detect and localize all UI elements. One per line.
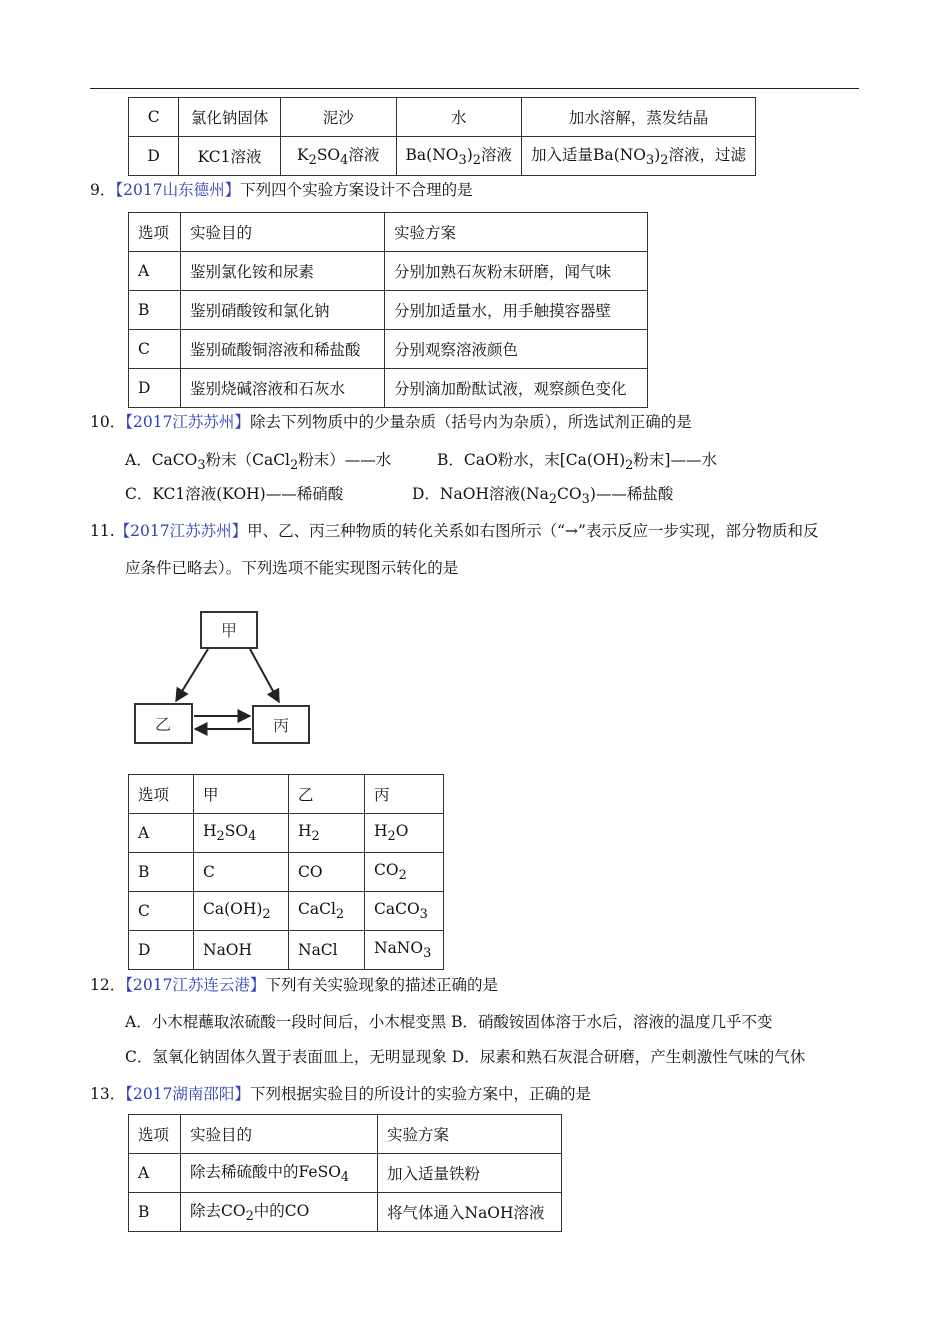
subscript-text: 4	[340, 1170, 350, 1186]
text-fragment: 溶液，过滤	[668, 146, 746, 165]
text-fragment: C	[203, 863, 215, 881]
table-cell: C	[129, 98, 179, 137]
question-12-options-line2	[125, 1045, 805, 1067]
subscript-text: 2	[472, 153, 481, 169]
arrow-jia-to-bing	[250, 649, 279, 702]
table-row	[129, 330, 648, 369]
subscript-text: 3	[645, 153, 655, 169]
table-cell: 实验目的	[181, 213, 385, 252]
option-d	[412, 482, 673, 507]
table-cell: A	[129, 252, 181, 291]
table-cell	[181, 1193, 378, 1232]
subscript-text: 2	[548, 492, 558, 508]
table-cell: 丙	[365, 775, 444, 814]
text-fragment: D．NaOH溶液(Na	[412, 485, 549, 503]
question-source: 【2017江苏苏州】	[114, 522, 248, 540]
label-jia: 甲	[220, 621, 238, 640]
table-cell: 实验方案	[385, 213, 648, 252]
text-fragment: 加入适量Ba(NO	[531, 146, 646, 165]
question-source: 【2017江苏苏州】	[125, 413, 250, 431]
option-c	[125, 482, 343, 504]
table-row	[129, 814, 444, 853]
table-cell: B	[129, 853, 194, 892]
table-cell: 将气体通入NaOH溶液	[378, 1193, 562, 1232]
text-fragment: 甲、乙、丙三种物质的转化关系如右图所示（“→”表示反应一步实现，部分物质和反	[247, 522, 819, 540]
table-cell: 实验方案	[378, 1115, 562, 1154]
table-cell: C	[129, 330, 181, 369]
text-fragment: CO	[298, 863, 323, 881]
text-fragment: H	[298, 821, 312, 840]
table-cell: 鉴别氯化铵和尿素	[181, 252, 385, 291]
text-fragment: C．KC1溶液(KOH)——稀硝酸	[125, 485, 344, 503]
table-cell	[181, 1154, 378, 1193]
table-row	[129, 892, 444, 931]
table-cell: 分别观察溶液颜色	[385, 330, 648, 369]
question-11-stem-line2	[125, 556, 458, 578]
question-10-stem	[90, 410, 692, 432]
text-fragment: 溶液	[481, 146, 513, 165]
table-cell	[194, 814, 289, 853]
table-cell: 实验目的	[181, 1115, 378, 1154]
table-cell	[194, 892, 289, 931]
table-cell: 乙	[289, 775, 365, 814]
table-row	[129, 252, 648, 291]
table-cell: 鉴别硫酸铜溶液和稀盐酸	[181, 330, 385, 369]
table-cell: 加水溶解，蒸发结晶	[522, 98, 756, 137]
table-cell	[194, 931, 289, 970]
text-fragment: SO	[316, 146, 341, 165]
table-cell	[280, 137, 396, 176]
table-cell: 泥沙	[280, 98, 396, 137]
subscript-text: 2	[216, 829, 225, 845]
subscript-text: 3	[458, 153, 467, 169]
table-row	[129, 931, 444, 970]
table-cell	[194, 853, 289, 892]
table-cell: 鉴别烧碱溶液和石灰水	[181, 369, 385, 408]
table-cell: B	[129, 291, 181, 330]
table-cell: 选项	[129, 213, 181, 252]
table-cell	[522, 137, 756, 176]
question-9-table	[128, 212, 648, 408]
table-cell: 选项	[129, 1115, 181, 1154]
text-fragment: CO	[374, 860, 399, 879]
text-fragment: SO	[224, 821, 249, 840]
table-cell: 分别加适量水，用手触摸容器壁	[385, 291, 648, 330]
text-fragment: NaCl	[298, 941, 338, 959]
text-fragment: A．小木棍蘸取浓硫酸一段时间后，小木棍变黑 B．硝酸铵固体溶于水后，溶液的温度几乎不变	[125, 1013, 773, 1031]
text-fragment: 粉末]——水	[633, 451, 717, 469]
text-fragment: NaNO	[374, 938, 424, 957]
text-fragment: CaCl	[298, 899, 336, 918]
text-fragment: 下列有关实验现象的描述正确的是	[265, 976, 498, 994]
text-fragment: )	[466, 146, 473, 165]
table-cell: D	[129, 931, 194, 970]
table-cell: D	[129, 137, 179, 176]
table-cell: 氯化钠固体	[179, 98, 281, 137]
text-fragment: 11.	[90, 522, 115, 540]
option-a	[125, 448, 391, 473]
table-cell	[289, 853, 365, 892]
label-bing: 丙	[272, 716, 290, 735]
question-source: 【2017山东德州】	[115, 181, 241, 199]
text-fragment: 应条件已略去）。下列选项不能实现图示转化的是	[125, 559, 459, 577]
table-cell: D	[129, 369, 181, 408]
text-fragment: 除去稀硫酸中的FeSO	[190, 1163, 341, 1182]
subscript-text: 2	[245, 1209, 254, 1225]
text-fragment: 12．	[90, 976, 126, 994]
table-cell	[396, 137, 521, 176]
top-table	[128, 97, 756, 176]
table-row	[129, 137, 756, 176]
text-fragment: 13．	[90, 1085, 126, 1103]
subscript-text: 2	[625, 458, 634, 474]
text-fragment: 9．	[90, 181, 116, 199]
text-fragment: 下列四个实验方案设计不合理的是	[240, 181, 473, 199]
table-row	[129, 1193, 562, 1232]
text-fragment: 粉末）——水	[298, 451, 392, 469]
table-cell: C	[129, 892, 194, 931]
text-fragment: NaOH	[203, 941, 253, 959]
table-cell: 选项	[129, 775, 194, 814]
table-cell	[289, 814, 365, 853]
text-fragment: CaCO	[374, 899, 420, 918]
text-fragment: O	[395, 821, 409, 840]
table-cell: 甲	[194, 775, 289, 814]
subscript-text: 2	[308, 153, 317, 169]
table-row	[129, 98, 756, 137]
text-fragment: )——稀盐酸	[589, 485, 674, 503]
conversion-diagram	[130, 600, 320, 750]
subscript-text: 2	[290, 458, 299, 474]
question-12-options-line1	[125, 1010, 773, 1032]
table-cell: A	[129, 814, 194, 853]
subscript-text: 3	[419, 907, 428, 923]
question-13-stem	[90, 1082, 591, 1104]
text-fragment: )	[654, 146, 661, 165]
table-cell	[289, 892, 365, 931]
table-row	[129, 853, 444, 892]
table-cell: 分别加熟石灰粉末研磨，闻气味	[385, 252, 648, 291]
text-fragment: C．氢氧化钠固体久置于表面皿上，无明显现象 D．尿素和熟石灰混合研磨，产生刺激性气味的气休	[125, 1048, 806, 1066]
table-cell	[289, 931, 365, 970]
table-cell: B	[129, 1193, 181, 1232]
subscript-text: 3	[197, 458, 206, 474]
question-source: 【2017湖南邵阳】	[125, 1085, 250, 1103]
subscript-text: 4	[340, 153, 349, 169]
subscript-text: 2	[398, 868, 407, 884]
table-cell: 鉴别硝酸铵和氯化钠	[181, 291, 385, 330]
text-fragment: Ba(NO	[405, 146, 459, 165]
table-header-row	[129, 213, 648, 252]
text-fragment: Ca(OH)	[203, 899, 263, 918]
text-fragment: 粉末（CaCl	[205, 451, 291, 469]
text-fragment: 10．	[90, 413, 126, 431]
text-fragment: H	[203, 821, 217, 840]
table-row	[129, 369, 648, 408]
question-11-table	[128, 774, 444, 970]
text-fragment: A．CaCO	[125, 451, 198, 469]
table-cell	[365, 931, 444, 970]
table-header-row	[129, 775, 444, 814]
subscript-text: 3	[423, 946, 432, 962]
arrow-jia-to-yi	[176, 649, 208, 701]
label-yi: 乙	[154, 715, 172, 734]
text-fragment: 下列根据实验目的所设计的实验方案中，正确的是	[249, 1085, 591, 1103]
header-rule	[90, 88, 859, 89]
subscript-text: 2	[262, 907, 271, 923]
table-row	[129, 291, 648, 330]
text-fragment: 中的CO	[253, 1202, 310, 1221]
subscript-text: 4	[248, 829, 257, 845]
subscript-text: 2	[387, 829, 396, 845]
question-source: 【2017江苏连云港】	[125, 976, 266, 994]
subscript-text: 3	[581, 492, 590, 508]
table-cell: 加入适量铁粉	[378, 1154, 562, 1193]
table-cell	[365, 853, 444, 892]
question-9-stem	[90, 178, 473, 200]
text-fragment: K	[297, 146, 309, 165]
question-12-stem	[90, 973, 498, 995]
subscript-text: 2	[660, 153, 669, 169]
text-fragment: CO	[557, 485, 582, 503]
table-cell: KC1溶液	[179, 137, 281, 176]
option-b	[437, 448, 717, 473]
text-fragment: H	[374, 821, 388, 840]
table-cell: A	[129, 1154, 181, 1193]
table-cell: 分别滴加酚酞试液，观察颜色变化	[385, 369, 648, 408]
text-fragment: 除去CO	[190, 1202, 246, 1221]
subscript-text: 2	[311, 829, 320, 845]
subscript-text: 2	[335, 907, 345, 923]
text-fragment: 溶液	[348, 146, 380, 165]
table-cell: 水	[396, 98, 521, 137]
table-header-row	[129, 1115, 562, 1154]
question-11-stem	[90, 519, 818, 541]
text-fragment: B．CaO粉水，末[Ca(OH)	[437, 451, 626, 469]
text-fragment: 除去下列物质中的少量杂质（括号内为杂质），所选试剂正确的是	[249, 413, 692, 431]
table-row	[129, 1154, 562, 1193]
table-cell	[365, 892, 444, 931]
question-13-table	[128, 1114, 562, 1232]
table-cell	[365, 814, 444, 853]
